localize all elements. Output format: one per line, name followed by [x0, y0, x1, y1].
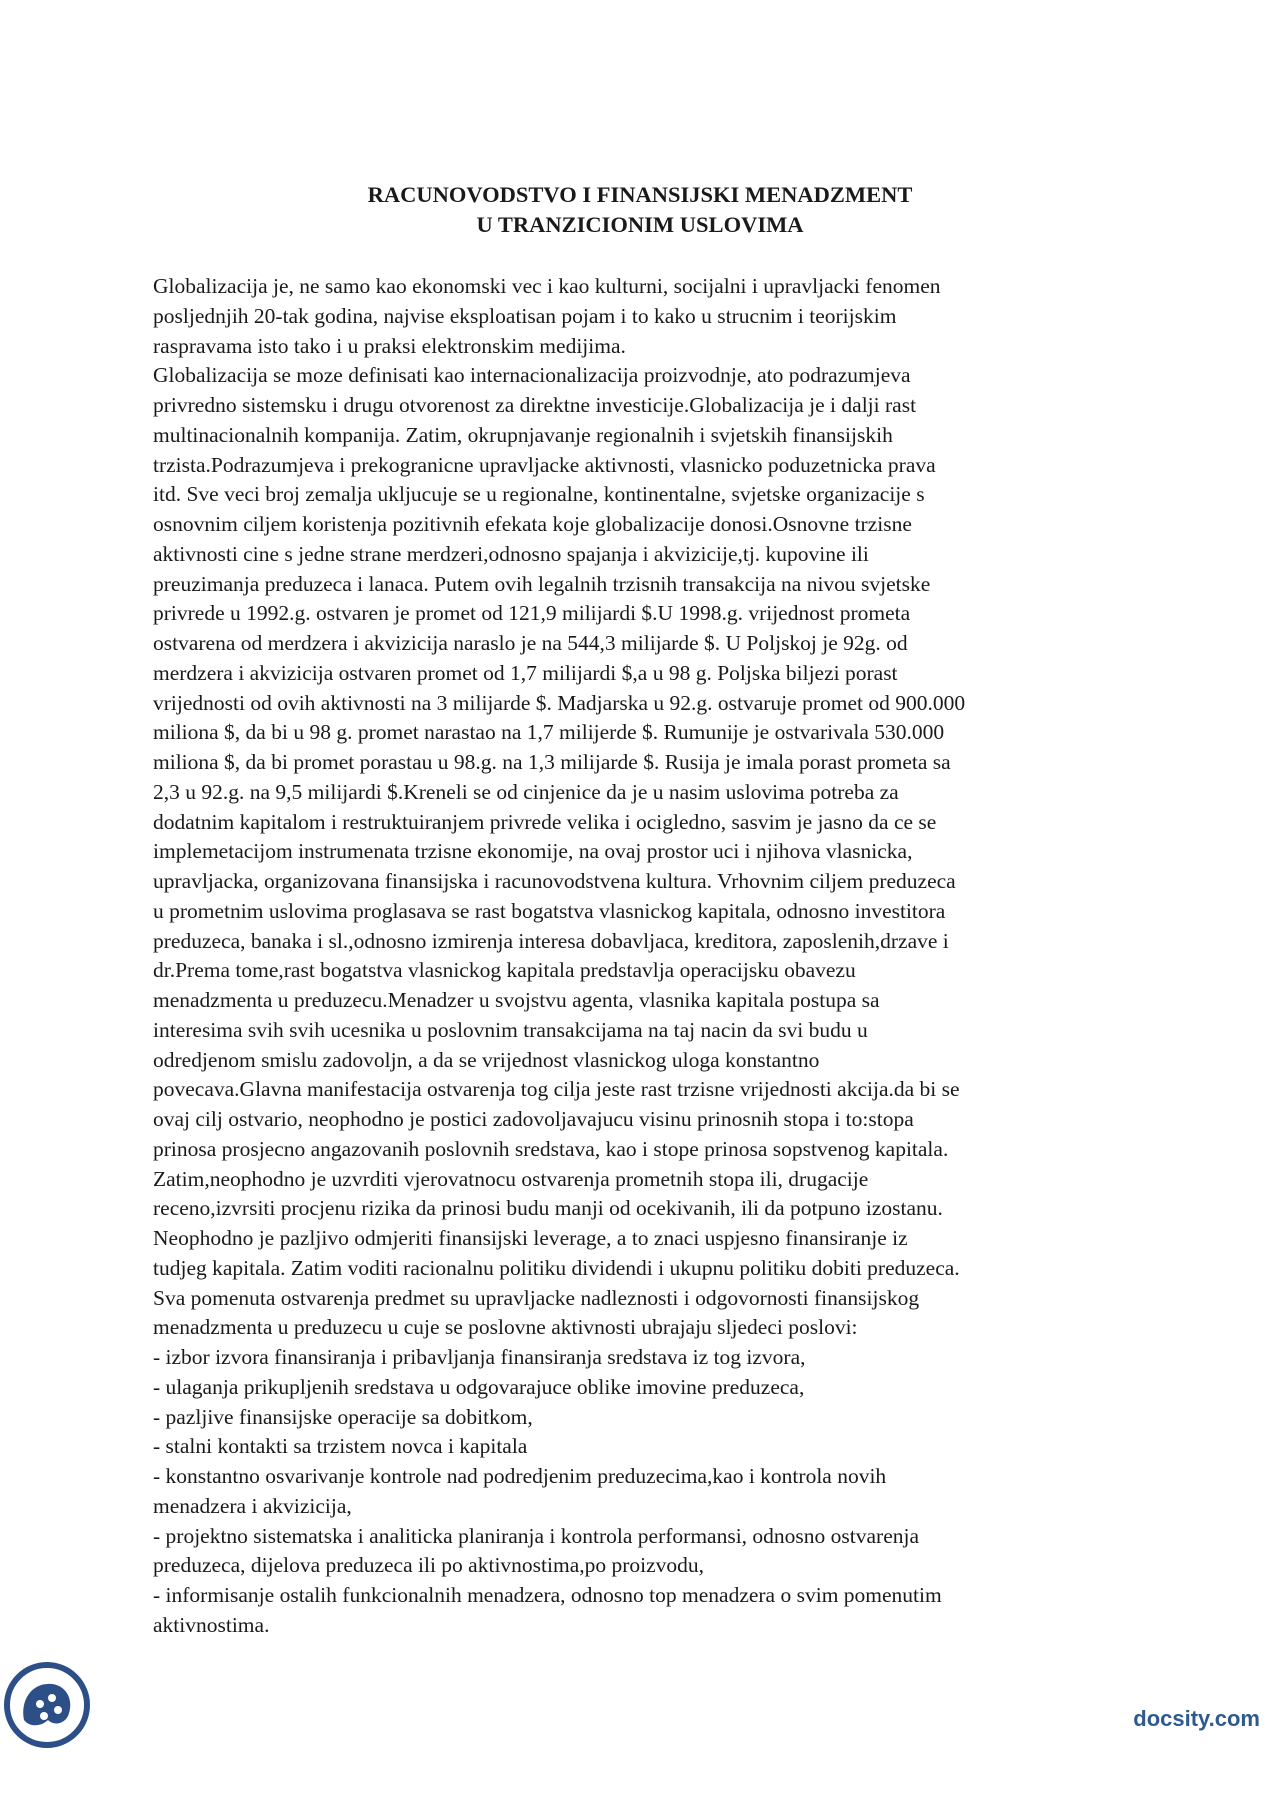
page-title	[0, 180, 1280, 240]
text-line: receno,izvrsiti procjenu rizika da prinosi budu manji od ocekivanih, ili da potpuno izostanu.	[153, 1196, 943, 1221]
text-line: privredno sistemsku i drugu otvorenost za direktne investicije.Globalizacija je i dalji rast	[153, 393, 917, 417]
text-line: preuzimanja preduzeca i lanaca. Putem ovih legalnih trzisnih transakcija na nivou svjetske	[153, 571, 931, 596]
text-line: raspravama isto tako i u praksi elektronskim medijima.	[153, 333, 626, 358]
text-line: merdzera i akvizicija ostvaren promet od 1,7 milijardi $,a u 98 g. Poljska biljezi porast	[153, 660, 898, 685]
text-line: tudjeg kapitala. Zatim voditi racionalnu politiku dividendi i ukupnu politiku dobiti preduzeca.	[153, 1255, 960, 1280]
text-line: osnovnim ciljem koristenja pozitivnih efekata koje globalizacije donosi.Osnovne trzisne	[153, 512, 912, 536]
text-line: u prometnim uslovima proglasava se rast bogatstva vlasnickog kapitala, odnosno investitora	[153, 898, 946, 923]
text-line: - ulaganja prikupljenih sredstava u odgovarajuce oblike imovine preduzeca,	[153, 1374, 805, 1399]
title-line-1: RACUNOVODSTVO I FINANSIJSKI MENADZMENT	[367, 182, 913, 207]
text-line: ovaj cilj ostvario, neophodno je postici zadovoljavajucu visinu prinosnih stopa i to:stopa	[153, 1107, 914, 1131]
text-line: vrijednosti od ovih aktivnosti na 3 milijarde $. Madjarska u 92.g. ostvaruje promet od 900.000	[153, 690, 966, 715]
text-line: - izbor izvora finansiranja i pribavljanja finansiranja sredstava iz tog izvora,	[153, 1345, 806, 1369]
text-line: Zatim,neophodno je uzvrditi vjerovatnocu ostvarenja prometnih stopa ili, drugacije	[153, 1166, 869, 1191]
text-line: 2,3 u 92.g. na 9,5 milijardi $.Kreneli se od cinjenice da je u nasim uslovima potreba za	[153, 779, 899, 804]
text-line: ostvarena od merdzera i akvizicija naraslo je na 544,3 milijarde $. U Poljskoj je 92g. od	[153, 631, 908, 655]
text-line: dodatnim kapitalom i restruktuiranjem privrede velika i ocigledno, sasvim je jasno da ce se	[153, 809, 937, 834]
text-line: - konstantno osvarivanje kontrole nad podredjenim preduzecima,kao i kontrola novih	[153, 1464, 887, 1488]
docsity-logo-icon	[2, 1660, 92, 1750]
text-line: Neophodno je pazljivo odmjeriti finansijski leverage, a to znaci uspjesno finansiranje iz	[153, 1226, 908, 1250]
text-line: posljednjih 20-tak godina, najvise eksploatisan pojam i to kako u strucnim i teorijskim	[153, 303, 897, 328]
text-line: odredjenom smislu zadovoljn, a da se vrijednost vlasnickog uloga konstantno	[153, 1047, 820, 1072]
text-line: menadzera i akvizicija,	[153, 1493, 352, 1518]
title-line-2: U TRANZICIONIM USLOVIMA	[476, 212, 804, 237]
text-line: interesima svih svih ucesnika u poslovnim transakcijama na taj nacin da svi budu u	[153, 1017, 868, 1042]
text-line: multinacionalnih kompanija. Zatim, okrupnjavanje regionalnih i svjetskih finansijskih	[153, 422, 893, 447]
text-line: itd. Sve veci broj zemalja ukljucuje se u regionalne, kontinentalne, svjetske organizacije s	[153, 482, 925, 507]
text-line: menadzmenta u preduzecu u cuje se poslovne aktivnosti ubrajaju sljedeci poslovi:	[153, 1315, 858, 1340]
text-line: dr.Prema tome,rast bogatstva vlasnickog kapitala predstavlja operacijsku obavezu	[153, 958, 856, 983]
text-line: - informisanje ostalih funkcionalnih menadzera, odnosno top menadzera o svim pomenutim	[153, 1583, 942, 1607]
text-line: Globalizacija je, ne samo kao ekonomski vec i kao kulturni, socijalni i upravljacki fenomen	[153, 274, 941, 298]
document-body	[153, 272, 1153, 1641]
text-line: privrede u 1992.g. ostvaren je promet od 121,9 milijardi $.U 1998.g. vrijednost prometa	[153, 601, 911, 626]
text-line: - stalni kontakti sa trzistem novca i kapitala	[153, 1434, 528, 1459]
text-line: aktivnostima.	[153, 1612, 270, 1637]
docsity-brand-link[interactable]: docsity.com	[1133, 1706, 1260, 1731]
text-line: Sva pomenuta ostvarenja predmet su upravljacke nadleznosti i odgovornosti finansijskog	[153, 1285, 920, 1310]
text-line: preduzeca, dijelova preduzeca ili po aktivnostima,po proizvodu,	[153, 1553, 705, 1578]
text-line: menadzmenta u preduzecu.Menadzer u svojstvu agenta, vlasnika kapitala postupa sa	[153, 988, 880, 1012]
text-line: preduzeca, banaka i sl.,odnosno izmirenja interesa dobavljaca, kreditora, zaposlenih,drzave i	[153, 928, 949, 953]
text-line: implemetacijom instrumenata trzisne ekonomije, na ovaj prostor uci i njihova vlasnicka,	[153, 839, 913, 864]
text-line: Globalizacija se moze definisati kao internacionalizacija proizvodnje, ato podrazumjeva	[153, 363, 911, 388]
text-line: upravljacka, organizovana finansijska i racunovodstvena kultura. Vrhovnim ciljem preduzeca	[153, 869, 956, 893]
text-line: miliona $, da bi promet porastau u 98.g. na 1,3 milijarde $. Rusija je imala porast prometa sa	[153, 750, 951, 774]
text-line: povecava.Glavna manifestacija ostvarenja tog cilja jeste rast trzisne vrijednosti akcija.da bi se	[153, 1077, 960, 1102]
text-line: - pazljive finansijske operacije sa dobitkom,	[153, 1404, 533, 1429]
text-line: prinosa prosjecno angazovanih poslovnih sredstava, kao i stope prinosa sopstvenog kapitala.	[153, 1136, 949, 1161]
text-line: miliona $, da bi u 98 g. promet narastao na 1,7 milijerde $. Rumunije je ostvarivala 530.000	[153, 720, 945, 745]
text-line: - projektno sistematska i analiticka planiranja i kontrola performansi, odnosno ostvarenja	[153, 1523, 920, 1548]
text-line: aktivnosti cine s jedne strane merdzeri,odnosno spajanja i akvizicije,tj. kupovine ili	[153, 541, 869, 566]
text-line: trzista.Podrazumjeva i prekogranicne upravljacke aktivnosti, vlasnicko poduzetnicka prava	[153, 452, 936, 477]
